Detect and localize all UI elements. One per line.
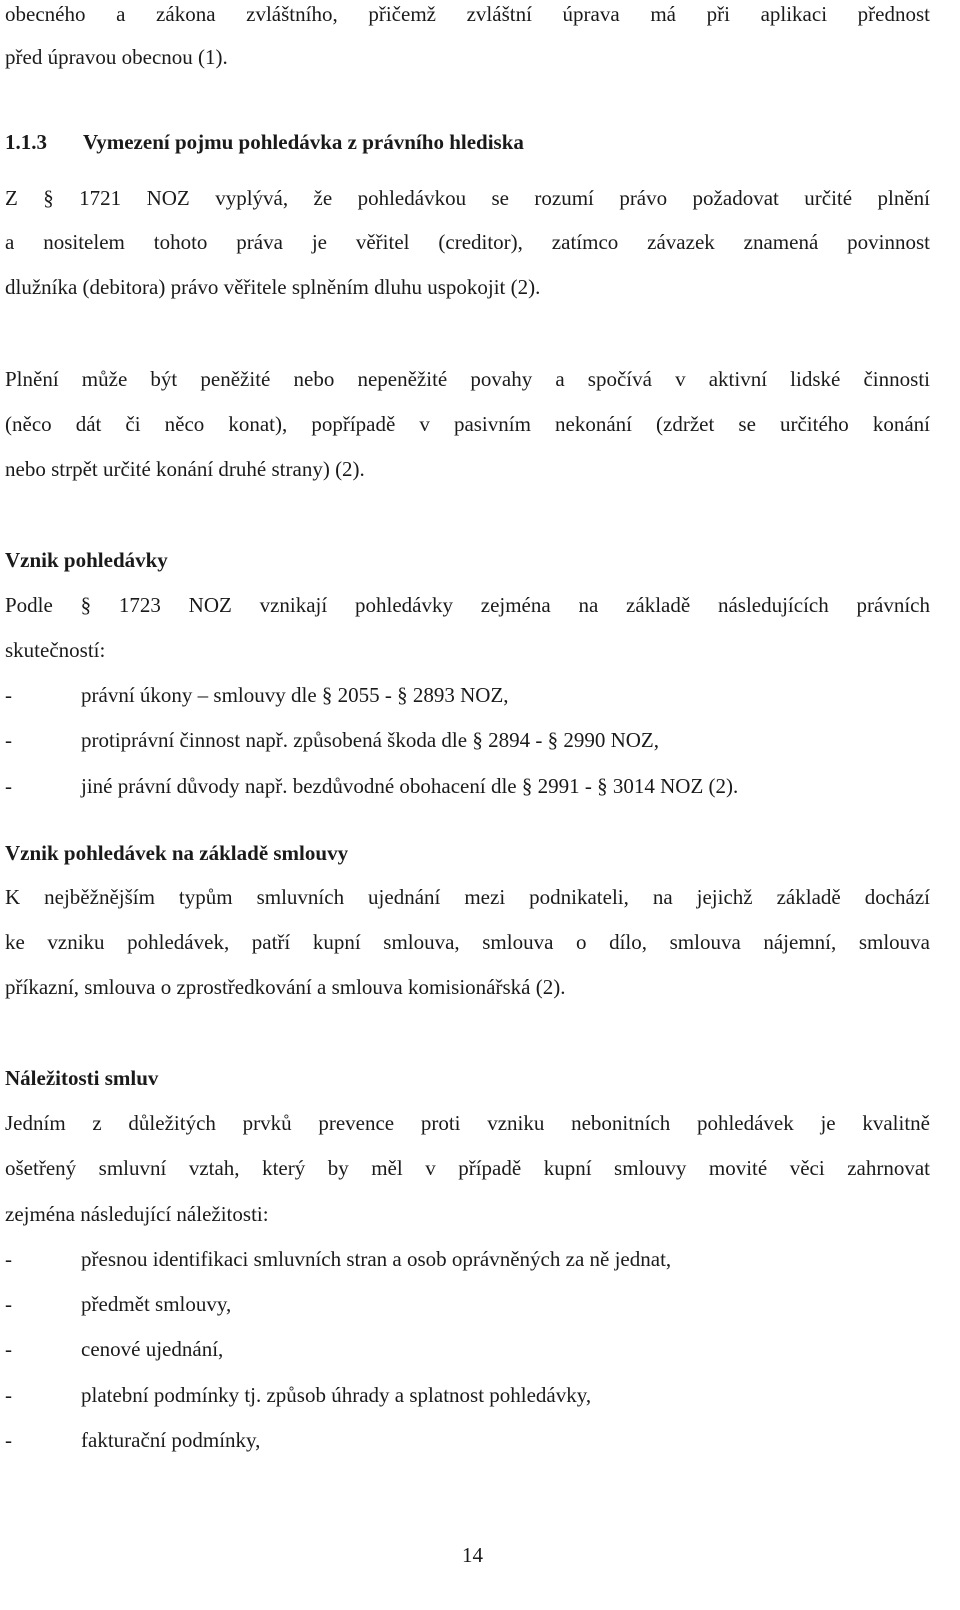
para2-line-3: nebo strpět určité konání druhé strany) (2). — [5, 457, 365, 481]
vznik-para-line-2: skutečností: — [5, 638, 106, 662]
nalezitosti-list-item — [5, 1425, 260, 1455]
list-marker: - — [5, 774, 12, 798]
nalezitosti-heading: Náležitosti smluv — [5, 1066, 159, 1090]
vznik-smlouvy-line-2: ke vzniku pohledávek, patří kupní smlouva, smlouva o dílo, smlouva nájemní, smlouva — [5, 930, 930, 954]
list-marker: - — [5, 1247, 12, 1271]
list-item-text: protiprávní činnost např. způsobená škoda dle § 2894 - § 2990 NOZ, — [81, 728, 659, 752]
list-marker: - — [5, 1337, 12, 1361]
nalezitosti-list-item — [5, 1289, 231, 1319]
section-title: Vymezení pojmu pohledávka z právního hlediska — [83, 130, 524, 154]
list-marker: - — [5, 728, 12, 752]
list-marker: - — [5, 1428, 12, 1452]
section-number: 1.1.3 — [5, 130, 47, 154]
nalezitosti-list-item — [5, 1334, 223, 1364]
para2-line-1: Plnění může být peněžité nebo nepeněžité povahy a spočívá v aktivní lidské činnosti — [5, 367, 930, 391]
para2-line-2: (něco dát či něco konat), popřípadě v pasivním nekonání (zdržet se určitého konání — [5, 412, 930, 436]
intro-line-1: obecného a zákona zvláštního, přičemž zvláštní úprava má při aplikaci přednost — [5, 2, 930, 26]
nalezitosti-line-3: zejména následující náležitosti: — [5, 1202, 269, 1226]
vznik-smlouvy-line-1: K nejběžnějším typům smluvních ujednání mezi podnikateli, na jejichž základě dochází — [5, 885, 930, 909]
list-item-text: platební podmínky tj. způsob úhrady a splatnost pohledávky, — [81, 1383, 592, 1407]
nalezitosti-line-1: Jedním z důležitých prvků prevence proti vzniku nebonitních pohledávek je kvalitně — [5, 1111, 930, 1135]
list-item-text: jiné právní důvody např. bezdůvodné obohacení dle § 2991 - § 3014 NOZ (2). — [81, 774, 739, 798]
page-number: 14 — [462, 1543, 483, 1567]
vznik-list-item — [5, 680, 509, 710]
list-marker: - — [5, 1292, 12, 1316]
list-item-text: cenové ujednání, — [81, 1337, 224, 1361]
list-item-text: právní úkony – smlouvy dle § 2055 - § 2893 NOZ, — [81, 683, 509, 707]
vznik-smlouvy-line-3: příkazní, smlouva o zprostředkování a smlouva komisionářská (2). — [5, 975, 566, 999]
para1-line-1: Z § 1721 NOZ vyplývá, že pohledávkou se rozumí právo požadovat určité plnění — [5, 186, 930, 210]
vznik-list-item — [5, 771, 738, 801]
para1-line-2: a nositelem tohoto práva je věřitel (creditor), zatímco závazek znamená povinnost — [5, 230, 930, 254]
nalezitosti-list-item — [5, 1244, 671, 1274]
vznik-list-item — [5, 725, 659, 755]
section-heading — [5, 127, 524, 157]
list-marker: - — [5, 1383, 12, 1407]
intro-line-2: před úpravou obecnou (1). — [5, 45, 228, 69]
list-item-text: fakturační podmínky, — [81, 1428, 261, 1452]
vznik-para-line-1: Podle § 1723 NOZ vznikají pohledávky zejména na základě následujících právních — [5, 593, 930, 617]
list-marker: - — [5, 683, 12, 707]
vznik-smlouvy-heading: Vznik pohledávek na základě smlouvy — [5, 841, 349, 865]
nalezitosti-list-item — [5, 1380, 591, 1410]
list-item-text: předmět smlouvy, — [81, 1292, 232, 1316]
para1-line-3: dlužníka (debitora) právo věřitele splněním dluhu uspokojit (2). — [5, 275, 541, 299]
list-item-text: přesnou identifikaci smluvních stran a osob oprávněných za ně jednat, — [81, 1247, 672, 1271]
vznik-heading: Vznik pohledávky — [5, 548, 168, 572]
nalezitosti-line-2: ošetřený smluvní vztah, který by měl v případě kupní smlouvy movité věci zahrnovat — [5, 1156, 930, 1180]
